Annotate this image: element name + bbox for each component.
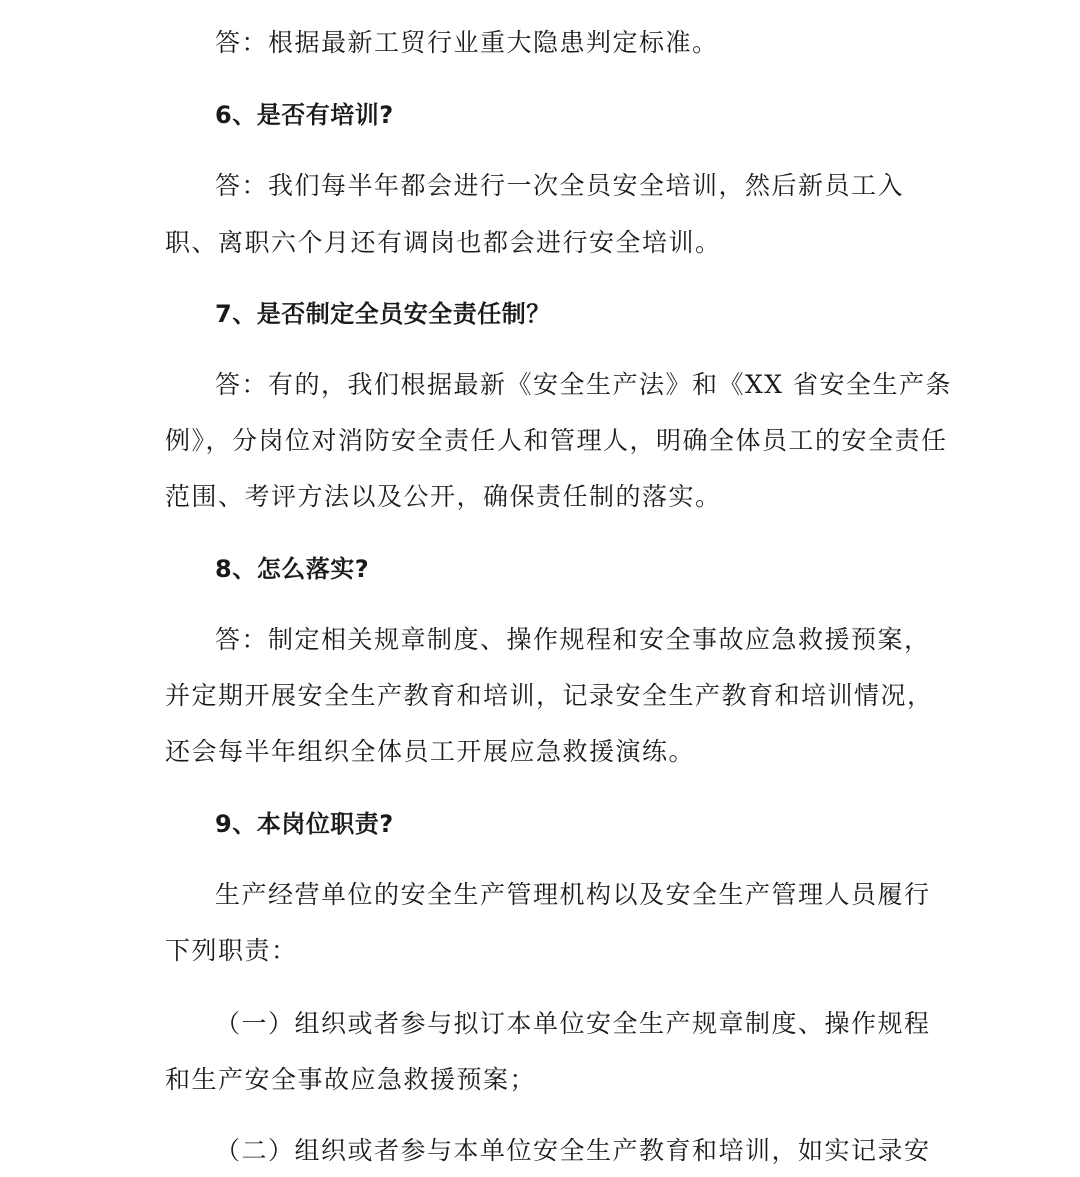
answer-6-line-2: 职、离职六个月还有调岗也都会进行安全培训。 [165,228,722,257]
answer-7-line-3: 范围、考评方法以及公开，确保责任制的落实。 [165,482,722,511]
answer-7-line-2: 例》，分岗位对消防安全责任人和管理人，明确全体员工的安全责任 [165,426,948,455]
answer-5-line-1: 答：根据最新工贸行业重大隐患判定标准。 [215,28,719,57]
answer-8-line-1: 答：制定相关规章制度、操作规程和安全事故应急救援预案， [215,625,931,654]
question-9-heading: 9、本岗位职责? [215,810,394,838]
duty-item-1-line-1: （一）组织或者参与拟订本单位安全生产规章制度、操作规程 [215,1009,931,1038]
duty-item-2-line-1: （二）组织或者参与本单位安全生产教育和培训，如实记录安 [215,1136,931,1165]
question-6-heading: 6、是否有培训? [215,101,394,129]
duty-intro-line-2: 下列职责： [165,936,298,965]
answer-8-line-3: 还会每半年组织全体员工开展应急救援演练。 [165,737,696,766]
duty-intro-line-1: 生产经营单位的安全生产管理机构以及安全生产管理人员履行 [215,880,931,909]
answer-8-line-2: 并定期开展安全生产教育和培训，记录安全生产教育和培训情况， [165,681,934,710]
question-7-heading: 7、是否制定全员安全责任制？ [215,300,551,328]
answer-6-line-1: 答：我们每半年都会进行一次全员安全培训，然后新员工入 [215,171,905,200]
question-8-heading: 8、怎么落实? [215,555,370,583]
answer-7-line-1: 答：有的，我们根据最新《安全生产法》和《XX 省安全生产条 [215,370,953,399]
duty-item-1-line-2: 和生产安全事故应急救援预案； [165,1065,537,1094]
